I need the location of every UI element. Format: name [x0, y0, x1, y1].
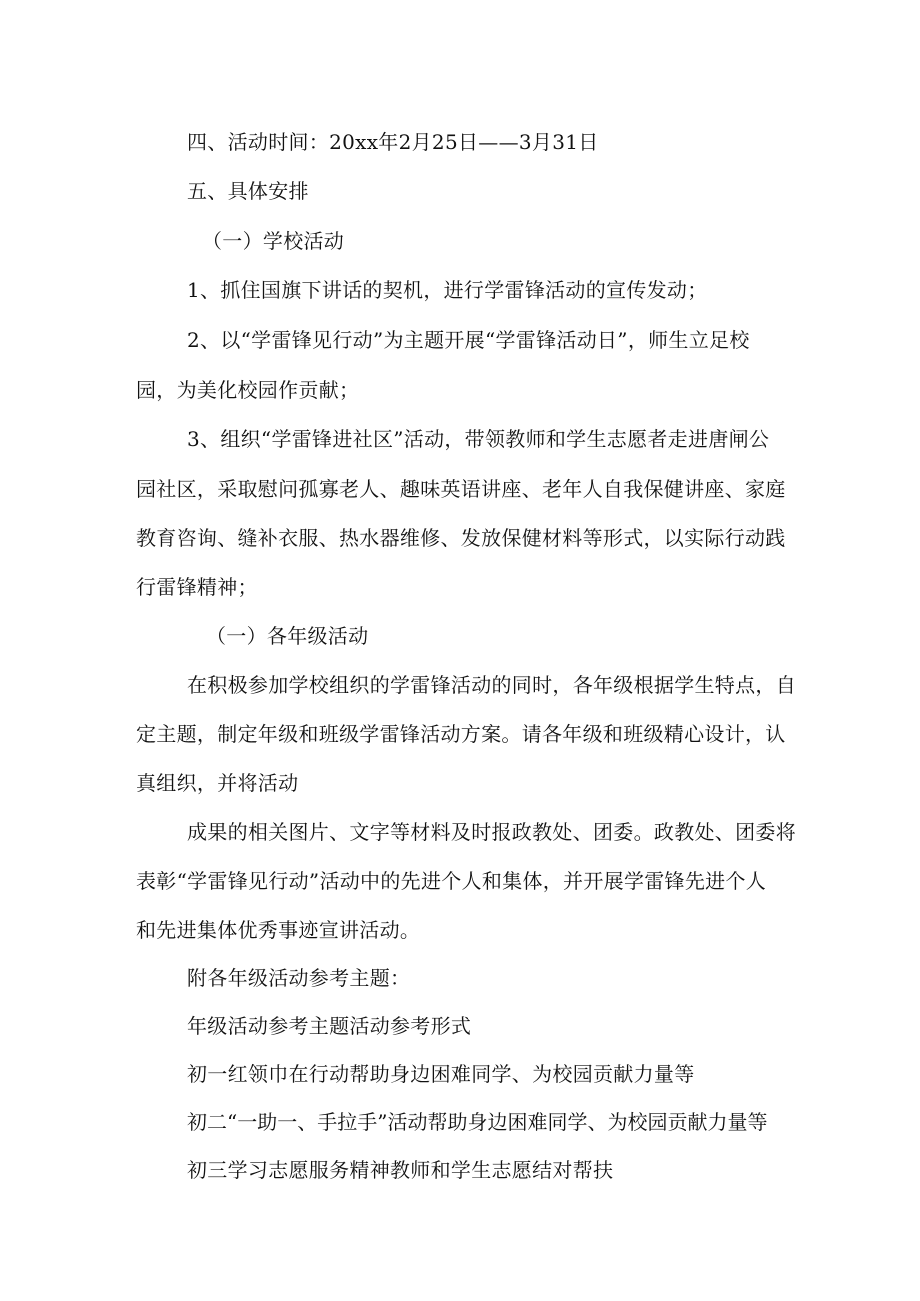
appendix-heading: 附各年级活动参考主题：	[187, 966, 411, 990]
item-3-line-3: 教育咨询、缝补衣服、热水器维修、发放保健材料等形式，以实际行动践	[136, 526, 786, 550]
appendix-row-grade-9: 初三学习志愿服务精神教师和学生志愿结对帮扶	[187, 1158, 614, 1182]
paragraph-grades-line-1: 在积极参加学校组织的学雷锋活动的同时，各年级根据学生特点，自	[187, 673, 796, 697]
paragraph-results-line-3: 和先进集体优秀事迹宣讲活动。	[136, 918, 421, 942]
subsection-grade-activities: （一）各年级活动	[206, 624, 369, 648]
appendix-row-grade-8: 初二“一助一、手拉手”活动帮助身边困难同学、为校园贡献力量等	[187, 1110, 768, 1134]
item-2-line-1: 2、以“学雷锋见行动”为主题开展“学雷锋活动日”，师生立足校	[187, 328, 750, 352]
paragraph-grades-line-2: 定主题，制定年级和班级学雷锋活动方案。请各年级和班级精心设计，认	[136, 722, 786, 746]
item-3-line-4: 行雷锋精神；	[136, 575, 258, 599]
item-2-line-2: 园，为美化校园作贡献；	[136, 378, 360, 402]
appendix-row-grade-7: 初一红领巾在行动帮助身边困难同学、为校园贡献力量等	[187, 1062, 695, 1086]
section-4-activity-time: 四、活动时间：20xx年2月25日——3月31日	[187, 130, 599, 154]
paragraph-grades-line-3: 真组织，并将活动	[136, 771, 299, 795]
appendix-table-header: 年级活动参考主题活动参考形式	[187, 1014, 472, 1038]
section-5-heading: 五、具体安排	[187, 179, 309, 203]
paragraph-results-line-1: 成果的相关图片、文字等材料及时报政教处、团委。政教处、团委将	[187, 820, 796, 844]
item-1: 1、抓住国旗下讲话的契机，进行学雷锋活动的宣传发动；	[187, 278, 708, 302]
item-3-line-2: 园社区，采取慰问孤寡老人、趣味英语讲座、老年人自我保健讲座、家庭	[136, 477, 786, 501]
paragraph-results-line-2: 表彰“学雷锋见行动”活动中的先进个人和集体，并开展学雷锋先进个人	[136, 869, 767, 893]
item-3-line-1: 3、组织“学雷锋进社区”活动，带领教师和学生志愿者走进唐闸公	[187, 427, 770, 451]
subsection-school-activities: （一）学校活动	[202, 229, 345, 253]
